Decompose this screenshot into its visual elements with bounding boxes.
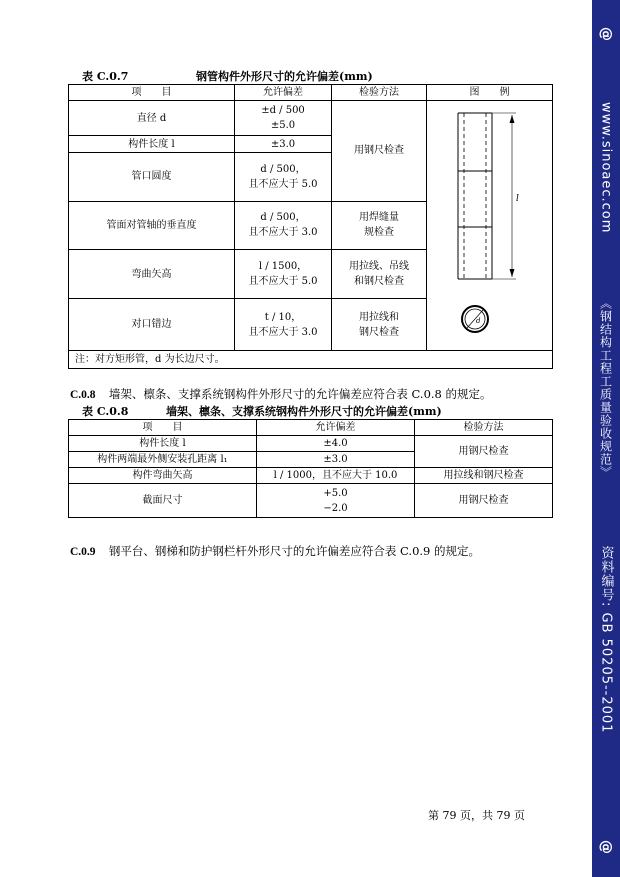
dim-label-l: l	[515, 194, 519, 204]
table-cell-line: 用拉线、吊线	[349, 261, 409, 273]
right-sidebar	[592, 0, 620, 877]
table-cell-line: t / 10，	[264, 311, 302, 323]
table-cell-line: 和钢尺检查	[354, 276, 404, 288]
table-cell-line: 用焊缝量	[359, 212, 399, 224]
sidebar-book-title: 《钢结构工程工质量验收规范》	[598, 296, 613, 479]
dim-arrow-bottom	[509, 269, 514, 277]
table-row: 构件长度 l	[69, 136, 235, 153]
table-cell	[332, 250, 427, 299]
table-cell-line: d / 500，	[260, 212, 306, 224]
table-c07-header-tolerance: 允许偏差	[235, 85, 332, 101]
table-c07-header-figure: 图 例	[427, 85, 553, 101]
table-cell: ±3.0	[257, 452, 415, 468]
table-row: 构件长度 l	[69, 436, 257, 452]
table-cell-line: ±d / 500	[261, 105, 305, 117]
page-number: 第 79 页，共 79 页	[428, 809, 525, 822]
table-row: 构件弯曲矢高	[69, 468, 257, 484]
table-cell-line: 规检查	[364, 227, 394, 239]
steel-tube-diagram	[428, 101, 552, 345]
table-cell: ±3.0	[235, 136, 332, 153]
paragraph-c09-number: C.0.9	[70, 546, 96, 558]
table-c07	[68, 84, 553, 369]
table-c08-title: 墙架、檩条、支撑系统钢构件外形尺寸的允许偏差(mm)	[166, 405, 442, 418]
table-cell	[235, 299, 332, 351]
table-c07-title: 钢管构件外形尺寸的允许偏差(mm)	[196, 70, 373, 83]
paragraph-c09	[70, 543, 480, 559]
table-c08-header-item: 项 目	[69, 420, 257, 436]
table-cell-line: 且不应大于 3.0	[248, 227, 318, 239]
table-cell-line: 用拉线和	[359, 311, 399, 323]
table-cell-line: 且不应大于 5.0	[248, 276, 318, 288]
table-row: 构件两端最外侧安装孔距离 l₁	[69, 452, 257, 468]
table-c08-caption	[82, 403, 442, 419]
table-row: 管口圆度	[69, 152, 235, 201]
table-c08	[68, 419, 553, 518]
paragraph-c08-text: 墙架、檩条、支撑系统钢构件外形尺寸的允许偏差应符合表 C.0.8 的规定。	[108, 387, 492, 401]
table-cell-line: 且不应大于 5.0	[248, 178, 318, 190]
tube-section-diameter	[467, 310, 483, 328]
paragraph-c08-number: C.0.8	[70, 389, 96, 401]
paragraph-c09-text: 钢平台、钢梯和防护钢栏杆外形尺寸的允许偏差应符合表 C.0.9 的规定。	[108, 544, 481, 558]
table-cell: 用拉线和钢尺检查	[415, 468, 553, 484]
table-cell-line: −2.0	[323, 502, 348, 514]
table-c07-header-method: 检验方法	[332, 85, 427, 101]
table-cell-line: 且不应大于 3.0	[248, 326, 318, 338]
table-cell-line: 钢尺检查	[359, 326, 399, 338]
sidebar-at-bottom: @	[598, 840, 614, 854]
table-cell: l / 1000，且不应大于 10.0	[257, 468, 415, 484]
dim-arrow-top	[509, 115, 514, 123]
table-cell-line: ±5.0	[270, 120, 296, 132]
section-label-d: d	[475, 317, 480, 325]
table-c07-figure-cell	[427, 101, 553, 351]
table-cell	[235, 250, 332, 299]
paragraph-c08	[70, 386, 492, 402]
table-cell	[235, 101, 332, 136]
sidebar-at-top: @	[598, 27, 614, 41]
table-row: 弯曲矢高	[69, 250, 235, 299]
table-cell	[332, 299, 427, 351]
table-cell-line: l / 1500，	[258, 261, 308, 273]
table-c08-merged-method: 用钢尺检查	[415, 436, 553, 468]
table-cell	[257, 484, 415, 518]
table-row: 直径 d	[69, 101, 235, 136]
table-cell	[235, 152, 332, 201]
table-cell	[332, 201, 427, 250]
table-c07-header-item: 项 目	[69, 85, 235, 101]
table-row: 管面对管轴的垂直度	[69, 201, 235, 250]
table-cell	[235, 201, 332, 250]
table-c07-caption	[82, 68, 373, 84]
table-row: 截面尺寸	[69, 484, 257, 518]
sidebar-website: www.sinoaec.com	[598, 102, 614, 234]
table-cell-line: +5.0	[323, 487, 348, 499]
table-row: 对口错边	[69, 299, 235, 351]
table-cell-line: d / 500，	[260, 163, 306, 175]
table-c08-number: 表 C.0.8	[82, 405, 129, 418]
table-cell: ±4.0	[257, 436, 415, 452]
table-c07-note: 注：对方矩形管，d 为长边尺寸。	[69, 351, 553, 369]
table-c07-number: 表 C.0.7	[82, 70, 129, 83]
table-cell: 用钢尺检查	[415, 484, 553, 518]
sidebar-document-code: 资料编号: GB 50205--2001	[598, 546, 614, 734]
table-c07-merged-method: 用钢尺检查	[332, 101, 427, 202]
table-c08-header-method: 检验方法	[415, 420, 553, 436]
table-c08-header-tolerance: 允许偏差	[257, 420, 415, 436]
